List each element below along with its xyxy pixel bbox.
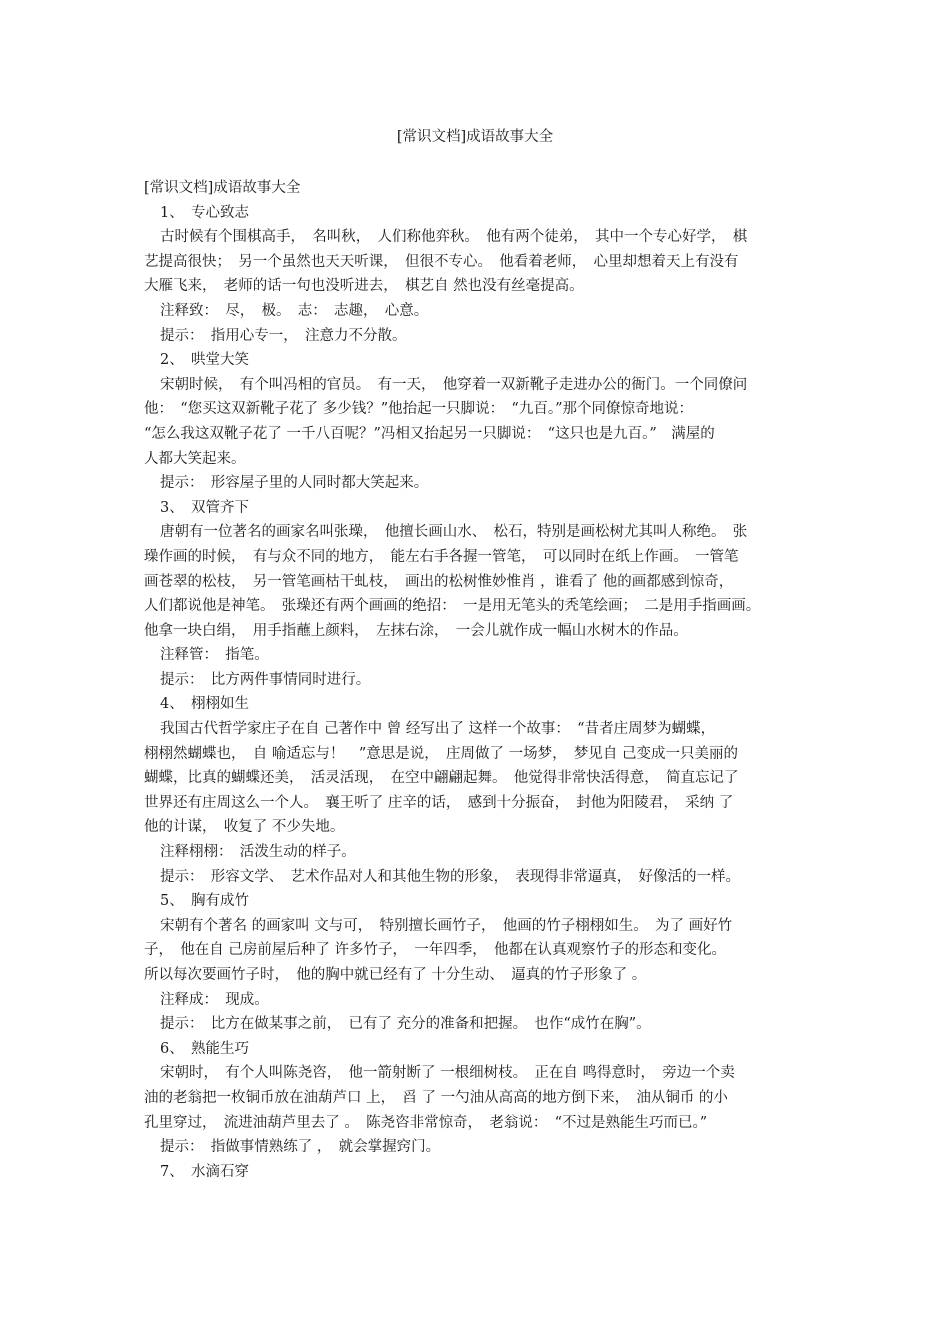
text-line: 4、 栩栩如生	[160, 696, 249, 713]
text-line: 他： “您买这双新靴子花了 多少钱？”他抬起一只脚说： “九百。”那个同僚惊奇地说：	[144, 401, 694, 418]
text-line: 我国古代哲学家庄子在自 己著作中 曾 经写出了 这样一个故事： “昔者庄周梦为蝴蝶，	[160, 721, 716, 738]
text-line: 注释致： 尽， 极。 志： 志趣， 心意。	[160, 302, 429, 319]
text-line: 璪作画的时候， 有与众不同的地方， 能左右手各握一管笔， 可以同时在纸上作画。 一管笔	[144, 548, 739, 565]
text-line: 唐朝有一位著名的画家名叫张璪， 他擅长画山水、 松石，特别是画松树尤其叫人称绝。 张	[160, 524, 748, 541]
text-line: 提示： 指做事情熟练了 ， 就会掌握窍门。	[160, 1139, 441, 1156]
text-line: 提示： 比方两件事情同时进行。	[160, 671, 371, 688]
text-line: 世界还有庄周这么一个人。 襄王听了 庄辛的话， 感到十分振奋， 封他为阳陵君， 采纳 了	[144, 794, 734, 811]
text-line: 古时候有个围棋高手， 名叫秋， 人们称他弈秋。 他有两个徒弟， 其中一个专心好学， 棋	[160, 229, 748, 246]
text-line: 提示： 指用心专一， 注意力不分散。	[160, 327, 407, 344]
text-line: 2、 哄堂大笑	[160, 352, 249, 369]
text-line: 宋朝时， 有个人叫陈尧咨， 他一箭射断了 一根细树枝。 正在自 鸣得意时， 旁边一个卖	[160, 1065, 735, 1082]
text-line: 6、 熟能生巧	[160, 1040, 249, 1057]
text-line: 提示： 形容屋子里的人同时都大笑起来。	[160, 475, 429, 492]
text-line: 注释栩栩： 活泼生动的样子。	[160, 844, 356, 861]
text-line: 蝴蝶，比真的蝴蝶还美， 活灵活现， 在空中翩翩起舞。 他觉得非常快活得意， 简直忘记了	[144, 770, 739, 787]
text-line: 孔里穿过， 流进油葫芦里去了 。 陈尧咨非常惊奇， 老翁说： “不过是熟能生巧而已。”	[144, 1114, 708, 1131]
document-body	[144, 176, 816, 1184]
text-line: 宋朝有个著名 的画家叫 文与可， 特别擅长画竹子， 他画的竹子栩栩如生。 为了 画好竹	[160, 917, 733, 934]
text-line: 人们都说他是神笔。 张璪还有两个画画的绝招： 一是用无笔头的秃笔绘画； 二是用手指画画。	[144, 598, 761, 615]
text-line: 他的计谋， 收复了 不少失地。	[144, 819, 345, 836]
text-line: 油的老翁把一枚铜币放在油葫芦口 上， 舀 了 一勺油从高高的地方倒下来， 油从铜币 的小	[144, 1089, 728, 1106]
text-line: 注释成： 现成。	[160, 991, 269, 1008]
text-line: [常识文档]成语故事大全	[144, 180, 301, 196]
text-line: “怎么我这双靴子花了 一千八百呢？”冯相又抬起另一只脚说： “这只也是九百。” 满屋的	[144, 425, 715, 442]
text-line: 大雁飞来， 老师的话一句也没听进去， 棋艺自 然也没有丝毫提高。	[144, 278, 584, 295]
text-line: 提示： 形容文学、 艺术作品对人和其他生物的形象， 表现得非常逼真， 好像活的一样。	[160, 868, 740, 885]
text-line: 3、 双管齐下	[160, 499, 249, 516]
text-line: 5、 胸有成竹	[160, 893, 249, 910]
text-line: 提示： 比方在做某事之前， 已有了 充分的准备和把握。 也作“成竹在胸”。	[160, 1016, 651, 1033]
text-line: 艺提高很快； 另一个虽然也天天听课， 但很不专心。 他看着老师， 心里却想着天上有没有	[144, 253, 739, 270]
text-line: 画苍翠的松枝， 另一管笔画枯干虬枝， 画出的松树惟妙惟肖 ，谁看了 他的画都感到惊奇，	[144, 573, 734, 590]
text-line: 人都大笑起来。	[144, 450, 246, 467]
text-line: 子， 他在自 己房前屋后种了 许多竹子， 一年四季， 他都在认真观察竹子的形态和变化。	[144, 942, 726, 959]
text-line: 注释管： 指笔。	[160, 647, 269, 664]
text-line: 栩栩然蝴蝶也， 自 喻适忘与！ ”意思是说， 庄周做了 一场梦， 梦见自 己变成一只美丽的	[144, 745, 738, 762]
text-line: 宋朝时候， 有个叫冯相的官员。 有一天， 他穿着一双新靴子走进办公的衙门。一个同僚问	[160, 376, 748, 393]
text-line: 他拿一块白绢， 用手指蘸上颜料， 左抹右涂， 一会儿就作成一幅山水树木的作品。	[144, 622, 688, 639]
page-title: [常识文档]成语故事大全	[396, 129, 554, 145]
text-line: 1、 专心致志	[160, 204, 249, 221]
text-line: 7、 水滴石穿	[160, 1163, 249, 1180]
text-line: 所以每次要画竹子时， 他的胸中就已经有了 十分生动、 逼真的竹子形象了 。	[144, 967, 647, 983]
